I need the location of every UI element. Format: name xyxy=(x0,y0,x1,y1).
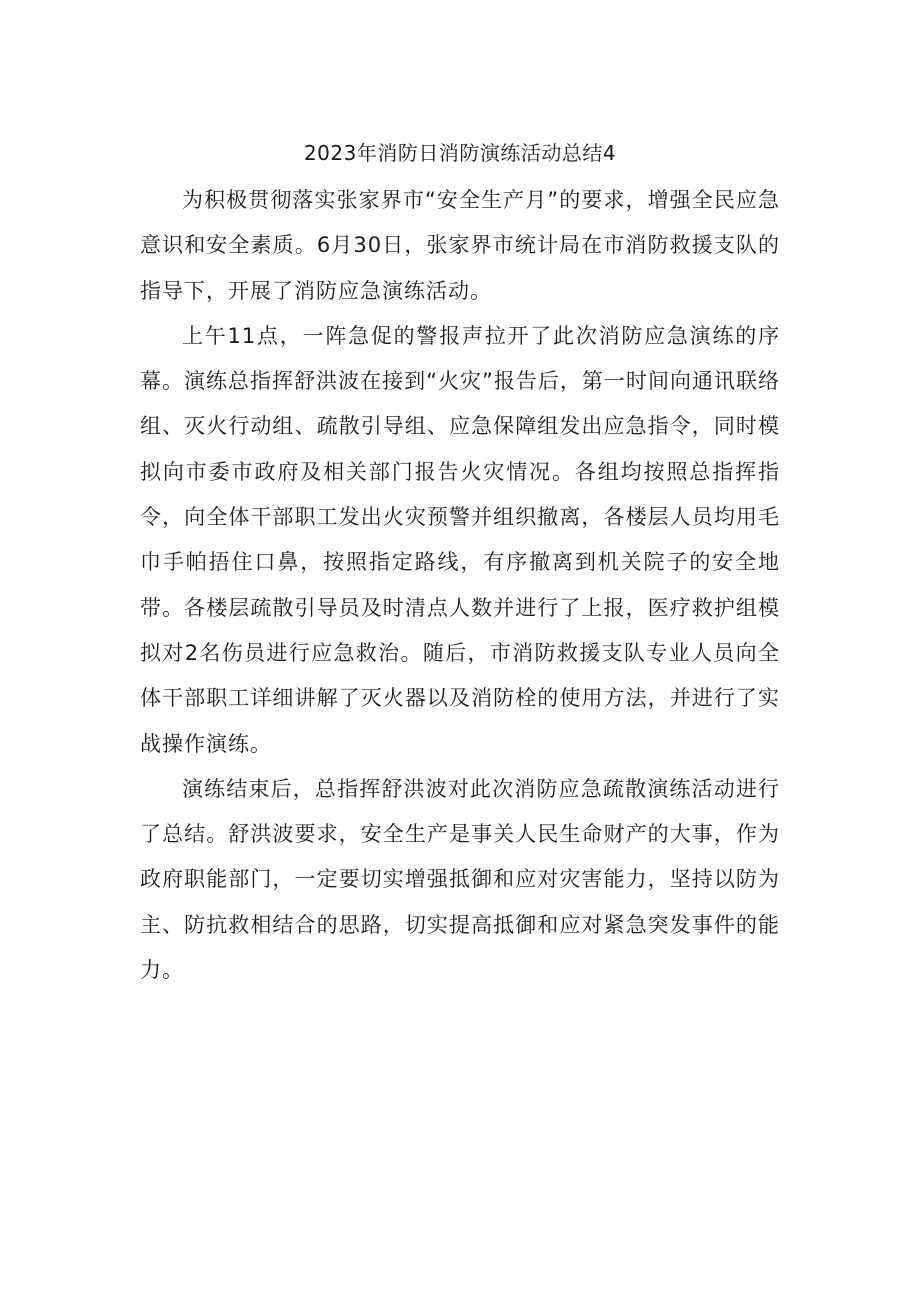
document-body xyxy=(140,178,780,993)
paragraph-1: 为积极贯彻落实张家界市“安全生产月”的要求，增强全民应急意识和安全素质。6月30日，张家界市统计局在市消防救援支队的指导下，开展了消防应急演练活动。 xyxy=(140,188,780,303)
paragraph-3: 演练结束后，总指挥舒洪波对此次消防应急疏散演练活动进行了总结。舒洪波要求，安全生产是事关人民生命财产的大事，作为政府职能部门，一定要切实增强抵御和应对灾害能力，坚持以防为主、防抗救相结合的思路，切实提高抵御和应对紧急突发事件的能力。 xyxy=(140,776,780,983)
document-title: 2023年消防日消防演练活动总结4 xyxy=(303,141,617,165)
paragraph-2: 上午11点，一阵急促的警报声拉开了此次消防应急演练的序幕。演练总指挥舒洪波在接到“火灾”报告后，第一时间向通讯联络组、灭火行动组、疏散引导组、应急保障组发出应急指令，同时模拟向市委市政府及相关部门报告火灾情况。各组均按照总指挥指令，向全体干部职工发出火灾预警并组织撤离，各楼层人员均用毛巾手帕捂住口鼻，按照指定路线，有序撤离到机关院子的安全地带。各楼层疏散引导员及时清点人数并进行了上报，医疗救护组模拟对2名伤员进行应急救治。随后，市消防救援支队专业人员向全体干部职工详细讲解了灭火器以及消防栓的使用方法，并进行了实战操作演练。 xyxy=(140,323,780,756)
